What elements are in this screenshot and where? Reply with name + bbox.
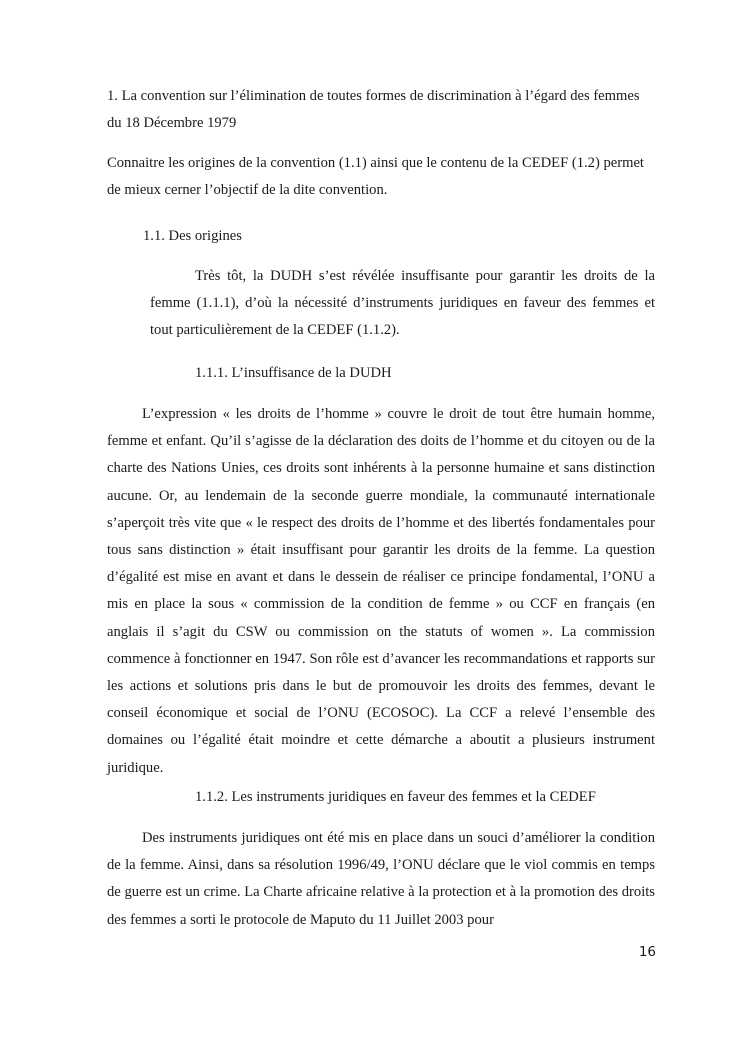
page-number: 16 (638, 944, 656, 960)
subsection-heading-1-1-1: 1.1.1. L’insuffisance de la DUDH (195, 365, 392, 381)
intro-paragraph: Connaitre les origines de la convention (1.1) ainsi que le contenu de la CEDEF (1.2) permet de mieux cerner l’objectif de la dite convention. (107, 155, 644, 199)
subsection-heading-1-1: 1.1. Des origines (143, 228, 242, 244)
origins-paragraph: Très tôt, la DUDH s’est révélée insuffisante pour garantir les droits de la femme (1.1.1), d’où la nécessité d’instruments juridiques en faveur des femmes et tout particulièrement de la CEDEF (1.1.2). (150, 268, 655, 339)
section-heading-1: 1. La convention sur l’élimination de toutes formes de discrimination à l’égard des femmes du 18 Décembre 1979 (107, 88, 640, 132)
instruments-paragraph: Des instruments juridiques ont été mis en place dans un souci d’améliorer la condition de la femme. Ainsi, dans sa résolution 1996/49, l’ONU déclare que le viol commis en temps de guerre est un crime. La Charte africaine relative à la protection et à la promotion des droits des femmes a sorti le protocole de Maputo du 11 Juillet 2003 pour (107, 830, 655, 928)
dudh-paragraph: L’expression « les droits de l’homme » couvre le droit de tout être humain homme, femme et enfant. Qu’il s’agisse de la déclaration des doits de l’homme et du citoyen ou de la charte des Nations Unies, ces droits sont inhérents à la personne humaine et sans distinction aucune. Or, au lendemain de la seconde guerre mondiale, la communauté internationale s’aperçoit très vite que « le respect des droits de l’homme et des libertés fondamentales pour tous sans distinction » était insuffisant pour garantir les droits de la femme. La question d’égalité est mise en avant et dans le dessein de réaliser ce principe fondamental, l’ONU a mis en place la sous « commission de la condition de femme » ou CCF en français (en anglais il s’agit du CSW ou commission on the statuts of women ». La commission commence à fonctionner en 1947. Son rôle est d’avancer les recommandations et rapports sur les actions et solutions pris dans le but de promouvoir les droits des femmes, devant le conseil économique et social de l’ONU (ECOSOC). La CCF a relevé l’ensemble des domaines ou l’égalité était moindre et cette démarche a aboutit a plusieurs instrument juridique. (107, 406, 655, 776)
subsection-heading-1-1-2: 1.1.2. Les instruments juridiques en faveur des femmes et la CEDEF (195, 789, 596, 805)
